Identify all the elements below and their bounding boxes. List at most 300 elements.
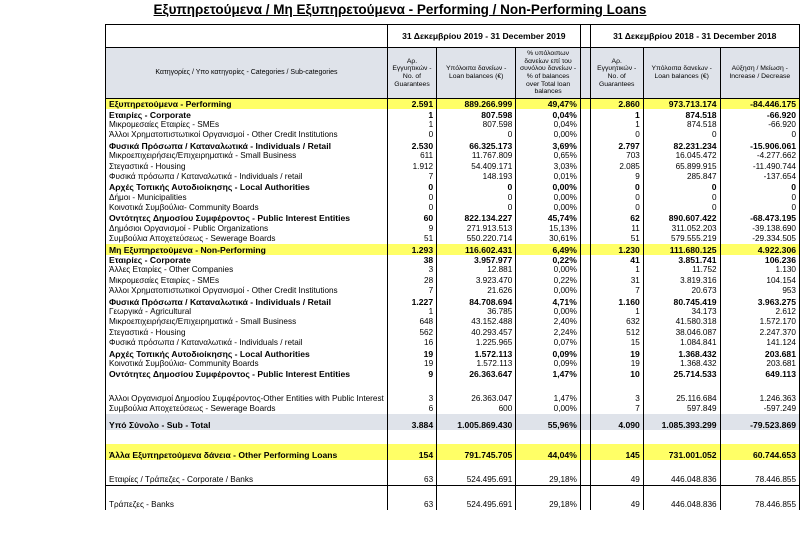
gap-cell [580, 485, 590, 500]
col-change: Αύξηση / Μείωση - Increase / Decrease [720, 48, 799, 99]
category-cell: Δημόσιοι Οργανισμοί - Public Organizations [106, 224, 388, 234]
gap-cell [580, 234, 590, 244]
guarantees-2019-cell: 7 [387, 286, 436, 296]
table-row [106, 380, 800, 394]
table-row [106, 276, 800, 286]
gap-cell [580, 130, 590, 140]
guarantees-2018-cell: 2.797 [590, 141, 643, 151]
category-cell: Φυσικά πρόσωπα / Καταναλωτικά - Individuals / retail [106, 172, 388, 182]
guarantees-2019-cell: 154 [387, 444, 436, 460]
percent-2019-cell: 1,47% [516, 394, 581, 404]
category-cell: Φυσικά πρόσωπα / Καταναλωτικά - Individuals / retail [106, 338, 388, 348]
guarantees-2018-cell: 7 [590, 404, 643, 414]
category-cell: Μικροεπιχειρήσεις/Επιχειρηματικά - Small Business [106, 317, 388, 327]
percent-2019-cell: 0,09% [516, 348, 581, 358]
table-row [106, 296, 800, 306]
guarantees-2019-cell [387, 380, 436, 394]
balances-2018-cell: 16.045.472 [643, 151, 720, 161]
percent-2019-cell: 2,40% [516, 317, 581, 327]
category-cell: Αρχές Τοπικής Αυτοδιοίκησης - Local Authorities [106, 348, 388, 358]
percent-2019-cell: 29,18% [516, 474, 581, 485]
guarantees-2019-cell: 0 [387, 130, 436, 140]
guarantees-2019-cell: 2.591 [387, 99, 436, 110]
table-row [106, 348, 800, 358]
change-cell: 106.236 [720, 255, 799, 265]
table-row [106, 151, 800, 161]
percent-2019-cell [516, 430, 581, 444]
category-cell: Μικρομεσαίες Εταιρίες - SMEs [106, 276, 388, 286]
guarantees-2019-cell: 7 [387, 172, 436, 182]
percent-2019-cell: 2,24% [516, 328, 581, 338]
table-row [106, 369, 800, 379]
guarantees-2019-cell: 3 [387, 265, 436, 275]
col-guarantees-2018: Αρ. Εγγυητικών - No. of Guarantees [590, 48, 643, 99]
change-cell: 60.744.653 [720, 444, 799, 460]
table-row [106, 161, 800, 171]
balances-2019-cell: 1.225.965 [437, 338, 516, 348]
guarantees-2019-cell: 0 [387, 193, 436, 203]
guarantees-2018-cell: 49 [590, 500, 643, 510]
guarantees-2018-cell: 4.090 [590, 414, 643, 430]
balances-2018-cell: 20.673 [643, 286, 720, 296]
percent-2019-cell: 0,00% [516, 265, 581, 275]
gap-cell [580, 500, 590, 510]
guarantees-2018-cell [590, 430, 643, 444]
balances-2019-cell: 807.598 [437, 109, 516, 119]
balances-2019-cell: 43.152.488 [437, 317, 516, 327]
change-cell: 203.681 [720, 348, 799, 358]
table-row [106, 430, 800, 444]
table-row [106, 255, 800, 265]
guarantees-2019-cell: 1.293 [387, 244, 436, 254]
percent-2019-cell: 29,18% [516, 500, 581, 510]
balances-2019-cell: 1.572.113 [437, 359, 516, 369]
guarantees-2018-cell: 703 [590, 151, 643, 161]
category-cell: Εταιρίες - Corporate [106, 109, 388, 119]
guarantees-2018-cell: 1.160 [590, 296, 643, 306]
change-cell: 1.572.170 [720, 317, 799, 327]
percent-2019-cell: 0,00% [516, 182, 581, 192]
balances-2019-cell: 1.572.113 [437, 348, 516, 358]
balances-2019-cell: 1.005.869.430 [437, 414, 516, 430]
balances-2018-cell: 82.231.234 [643, 141, 720, 151]
guarantees-2019-cell: 9 [387, 369, 436, 379]
guarantees-2018-cell [590, 460, 643, 474]
category-cell: Εταιρίες / Τράπεζες - Corporate / Banks [106, 474, 388, 485]
guarantees-2018-cell: 19 [590, 359, 643, 369]
balances-2018-cell: 446.048.836 [643, 474, 720, 485]
percent-2019-cell: 49,47% [516, 99, 581, 110]
guarantees-2019-cell [387, 430, 436, 444]
balances-2019-cell: 54.409.171 [437, 161, 516, 171]
guarantees-2019-cell [387, 460, 436, 474]
guarantees-2018-cell: 1 [590, 120, 643, 130]
gap-cell [580, 296, 590, 306]
percent-2019-cell: 6,49% [516, 244, 581, 254]
category-cell: Στεγαστικά - Housing [106, 161, 388, 171]
guarantees-2019-cell: 60 [387, 213, 436, 223]
balances-2019-cell: 40.293.457 [437, 328, 516, 338]
gap-cell [580, 307, 590, 317]
balances-2018-cell: 1.368.432 [643, 359, 720, 369]
percent-2019-cell: 0,00% [516, 193, 581, 203]
change-cell: -15.906.061 [720, 141, 799, 151]
category-cell: Υπό Σύνολο - Sub - Total [106, 414, 388, 430]
gap-cell [580, 359, 590, 369]
category-cell: Άλλες Εταιρίες - Other Companies [106, 265, 388, 275]
change-cell: 1.130 [720, 265, 799, 275]
guarantees-2018-cell: 2.860 [590, 99, 643, 110]
guarantees-2018-cell: 512 [590, 328, 643, 338]
balances-2019-cell: 600 [437, 404, 516, 414]
guarantees-2019-cell: 611 [387, 151, 436, 161]
category-cell: Μικρομεσαίες Εταιρίες - SMEs [106, 120, 388, 130]
table-row [106, 404, 800, 414]
percent-2019-cell: 0,22% [516, 276, 581, 286]
guarantees-2019-cell: 1 [387, 307, 436, 317]
category-cell: Κοινοτικά Συμβούλια- Community Boards [106, 203, 388, 213]
change-cell: 0 [720, 193, 799, 203]
table-row [106, 359, 800, 369]
gap-cell [580, 394, 590, 404]
table-row [106, 286, 800, 296]
percent-2019-cell: 45,74% [516, 213, 581, 223]
category-cell [106, 430, 388, 444]
balances-2018-cell [643, 430, 720, 444]
col-balances-2018: Υπόλοιπα δανείων - Loan balances (€) [643, 48, 720, 99]
gap-cell [580, 338, 590, 348]
guarantees-2019-cell: 3.884 [387, 414, 436, 430]
guarantees-2019-cell: 0 [387, 182, 436, 192]
balances-2018-cell: 874.518 [643, 120, 720, 130]
guarantees-2019-cell: 2.530 [387, 141, 436, 151]
table-row [106, 130, 800, 140]
category-cell: Άλλοι Χρηματοπιστωτικοί Οργανισμοί - Other Credit Institutions [106, 130, 388, 140]
gap-cell [580, 193, 590, 203]
guarantees-2019-cell: 19 [387, 359, 436, 369]
change-cell: -66.920 [720, 109, 799, 119]
balances-2018-cell: 973.713.174 [643, 99, 720, 110]
percent-2019-cell: 1,47% [516, 369, 581, 379]
change-cell: 649.113 [720, 369, 799, 379]
category-cell: Κοινοτικά Συμβούλια- Community Boards [106, 359, 388, 369]
change-cell: -137.654 [720, 172, 799, 182]
guarantees-2019-cell: 16 [387, 338, 436, 348]
balances-2018-cell: 0 [643, 193, 720, 203]
percent-2019-cell: 0,00% [516, 286, 581, 296]
table-row [106, 224, 800, 234]
period-2019: 31 Δεκεμβρίου 2019 - 31 December 2019 [387, 25, 580, 48]
table-row [106, 203, 800, 213]
guarantees-2019-cell: 1.912 [387, 161, 436, 171]
change-cell: 203.681 [720, 359, 799, 369]
balances-2019-cell: 36.785 [437, 307, 516, 317]
balances-2019-cell: 0 [437, 203, 516, 213]
change-cell: -11.490.744 [720, 161, 799, 171]
gap-cell [580, 151, 590, 161]
table-row [106, 141, 800, 151]
guarantees-2019-cell: 1 [387, 120, 436, 130]
percent-2019-cell: 0,09% [516, 359, 581, 369]
change-cell [720, 430, 799, 444]
guarantees-2019-cell: 51 [387, 234, 436, 244]
balances-2019-cell: 791.745.705 [437, 444, 516, 460]
balances-2019-cell: 116.602.431 [437, 244, 516, 254]
balances-2018-cell: 890.607.422 [643, 213, 720, 223]
guarantees-2018-cell: 1.230 [590, 244, 643, 254]
category-cell: Οντότητες Δημοσίου Συμφέροντος - Public Interest Entities [106, 369, 388, 379]
table-body [106, 99, 800, 511]
table-row [106, 338, 800, 348]
change-cell: 1.246.363 [720, 394, 799, 404]
balances-2018-cell [643, 380, 720, 394]
balances-2018-cell: 38.046.087 [643, 328, 720, 338]
gap-cell [580, 286, 590, 296]
percent-2019-cell: 0,04% [516, 109, 581, 119]
guarantees-2019-cell: 63 [387, 474, 436, 485]
category-cell: Συμβούλια Αποχετεύσεως - Sewerage Boards [106, 234, 388, 244]
balances-2019-cell: 524.495.691 [437, 500, 516, 510]
gap-cell [580, 404, 590, 414]
category-cell: Άλλοι Οργανισμοί Δημοσίου Συμφέροντος-Other Entities with Public Interest [106, 394, 388, 404]
balances-2018-cell: 65.899.915 [643, 161, 720, 171]
category-cell: Φυσικά Πρόσωπα / Καταναλωτικά - Individuals / Retail [106, 296, 388, 306]
col-balances-2019: Υπόλοιπα δανείων - Loan balances (€) [437, 48, 516, 99]
guarantees-2018-cell: 2.085 [590, 161, 643, 171]
gap-cell [580, 161, 590, 171]
balances-2019-cell: 524.495.691 [437, 474, 516, 485]
category-cell: Εταιρίες - Corporate [106, 255, 388, 265]
guarantees-2019-cell: 63 [387, 500, 436, 510]
guarantees-2019-cell: 0 [387, 203, 436, 213]
change-cell [720, 485, 799, 500]
balances-2018-cell: 0 [643, 130, 720, 140]
guarantees-2018-cell: 7 [590, 286, 643, 296]
table-row [106, 120, 800, 130]
guarantees-2018-cell: 9 [590, 172, 643, 182]
change-cell: 104.154 [720, 276, 799, 286]
guarantees-2018-cell: 10 [590, 369, 643, 379]
balances-2019-cell: 807.598 [437, 120, 516, 130]
guarantees-2018-cell: 1 [590, 109, 643, 119]
balances-2018-cell: 1.368.432 [643, 348, 720, 358]
guarantees-2018-cell: 0 [590, 203, 643, 213]
change-cell: -39.138.690 [720, 224, 799, 234]
guarantees-2018-cell: 49 [590, 474, 643, 485]
percent-2019-cell: 0,00% [516, 203, 581, 213]
guarantees-2019-cell: 28 [387, 276, 436, 286]
change-cell: 78.446.855 [720, 500, 799, 510]
category-cell: Άλλοι Χρηματοπιστωτικοί Οργανισμοί - Other Credit Institutions [106, 286, 388, 296]
balances-2018-cell: 3.819.316 [643, 276, 720, 286]
table-row [106, 414, 800, 430]
change-cell: -597.249 [720, 404, 799, 414]
gap-cell [580, 203, 590, 213]
balances-2018-cell: 25.714.533 [643, 369, 720, 379]
category-cell: Οντότητες Δημοσίου Συμφέροντος - Public Interest Entities [106, 213, 388, 223]
guarantees-2018-cell: 3 [590, 394, 643, 404]
table-row [106, 182, 800, 192]
balances-2018-cell: 874.518 [643, 109, 720, 119]
percent-2019-cell: 0,01% [516, 172, 581, 182]
guarantees-2019-cell: 1 [387, 109, 436, 119]
balances-2019-cell: 12.881 [437, 265, 516, 275]
percent-2019-cell: 44,04% [516, 444, 581, 460]
gap-cell [580, 430, 590, 444]
percent-2019-cell: 0,22% [516, 255, 581, 265]
balances-2019-cell: 0 [437, 193, 516, 203]
balances-2018-cell: 1.084.841 [643, 338, 720, 348]
guarantees-2018-cell: 11 [590, 224, 643, 234]
guarantees-2018-cell: 145 [590, 444, 643, 460]
balances-2018-cell: 3.851.741 [643, 255, 720, 265]
gap-cell [580, 172, 590, 182]
guarantees-2018-cell: 31 [590, 276, 643, 286]
guarantees-2018-cell: 632 [590, 317, 643, 327]
table-row [106, 307, 800, 317]
percent-2019-cell [516, 485, 581, 500]
change-cell: -79.523.869 [720, 414, 799, 430]
percent-2019-cell: 30,61% [516, 234, 581, 244]
balances-2019-cell: 271.913.513 [437, 224, 516, 234]
table-row [106, 500, 800, 510]
category-cell: Μη Εξυπηρετούμενα - Non-Performing [106, 244, 388, 254]
percent-2019-cell [516, 380, 581, 394]
category-cell: Στεγαστικά - Housing [106, 328, 388, 338]
category-cell [106, 485, 388, 500]
gap-cell [580, 348, 590, 358]
percent-2019-cell: 55,96% [516, 414, 581, 430]
balances-2019-cell [437, 430, 516, 444]
category-cell: Αρχές Τοπικής Αυτοδιοίκησης - Local Authorities [106, 182, 388, 192]
balances-2019-cell [437, 485, 516, 500]
balances-2019-cell: 26.363.047 [437, 394, 516, 404]
column-header-row [106, 48, 800, 99]
balances-2019-cell: 889.266.999 [437, 99, 516, 110]
guarantees-2018-cell: 0 [590, 130, 643, 140]
table-row [106, 485, 800, 500]
table-row [106, 193, 800, 203]
change-cell: -84.446.175 [720, 99, 799, 110]
guarantees-2019-cell: 562 [387, 328, 436, 338]
balances-2018-cell: 41.580.318 [643, 317, 720, 327]
table-row [106, 213, 800, 223]
guarantees-2019-cell [387, 485, 436, 500]
guarantees-2019-cell: 19 [387, 348, 436, 358]
category-cell: Δήμοι - Municipalities [106, 193, 388, 203]
gap-cell [580, 474, 590, 485]
gap-cell [580, 369, 590, 379]
category-cell: Άλλα Εξυπηρετούμενα δάνεια - Other Performing Loans [106, 444, 388, 460]
balances-2019-cell: 21.626 [437, 286, 516, 296]
gap-cell [580, 255, 590, 265]
gap-cell [580, 276, 590, 286]
gap-cell [580, 328, 590, 338]
change-cell: 2.612 [720, 307, 799, 317]
loans-table [105, 24, 800, 510]
table-row [106, 394, 800, 404]
percent-2019-cell: 0,65% [516, 151, 581, 161]
balances-2019-cell: 84.708.694 [437, 296, 516, 306]
category-cell [106, 460, 388, 474]
gap-cell [580, 317, 590, 327]
table-row [106, 99, 800, 110]
balances-2018-cell: 285.847 [643, 172, 720, 182]
guarantees-2018-cell: 41 [590, 255, 643, 265]
change-cell: 4.922.306 [720, 244, 799, 254]
guarantees-2018-cell: 0 [590, 193, 643, 203]
category-cell: Φυσικά Πρόσωπα / Καταναλωτικά - Individuals / Retail [106, 141, 388, 151]
change-cell: 0 [720, 203, 799, 213]
percent-2019-cell: 3,69% [516, 141, 581, 151]
balances-2018-cell: 1.085.393.299 [643, 414, 720, 430]
gap-cell [580, 414, 590, 430]
guarantees-2018-cell: 1 [590, 265, 643, 275]
change-cell [720, 380, 799, 394]
change-cell: 2.247.370 [720, 328, 799, 338]
table-row [106, 265, 800, 275]
percent-2019-cell: 0,04% [516, 120, 581, 130]
header-blank-cell [106, 25, 388, 48]
percent-2019-cell: 0,00% [516, 404, 581, 414]
guarantees-2019-cell: 38 [387, 255, 436, 265]
gap-cell [580, 141, 590, 151]
gap-cell [580, 265, 590, 275]
change-cell: -29.334.505 [720, 234, 799, 244]
gap-cell [580, 182, 590, 192]
table-row [106, 444, 800, 460]
percent-2019-cell [516, 460, 581, 474]
balances-2019-cell [437, 460, 516, 474]
period-header-row [106, 25, 800, 48]
balances-2018-cell: 0 [643, 182, 720, 192]
balances-2019-cell [437, 380, 516, 394]
col-category: Κατηγορίες / Υπο κατηγορίες - Categories / Sub-categories [106, 48, 388, 99]
percent-2019-cell: 15,13% [516, 224, 581, 234]
table-row [106, 474, 800, 485]
change-cell: -68.473.195 [720, 213, 799, 223]
balances-2018-cell [643, 460, 720, 474]
change-cell: 953 [720, 286, 799, 296]
percent-2019-cell: 0,00% [516, 130, 581, 140]
guarantees-2019-cell: 6 [387, 404, 436, 414]
balances-2018-cell: 11.752 [643, 265, 720, 275]
balances-2018-cell: 80.745.419 [643, 296, 720, 306]
gap-cell [580, 244, 590, 254]
guarantees-2018-cell: 0 [590, 182, 643, 192]
guarantees-2018-cell: 51 [590, 234, 643, 244]
table-row [106, 317, 800, 327]
balances-2018-cell: 311.052.203 [643, 224, 720, 234]
category-cell: Εξυπηρετούμενα - Performing [106, 99, 388, 110]
col-percent-2019: % υπόλοιπων δανείων επί του συνόλου δανείων - % of balances over Total loan balances [516, 48, 581, 99]
gap-cell [580, 109, 590, 119]
table-row [106, 172, 800, 182]
percent-2019-cell: 4,71% [516, 296, 581, 306]
balances-2018-cell: 34.173 [643, 307, 720, 317]
gap-cell [580, 444, 590, 460]
table-row [106, 234, 800, 244]
balances-2018-cell: 731.001.052 [643, 444, 720, 460]
change-cell: 0 [720, 182, 799, 192]
guarantees-2019-cell: 1.227 [387, 296, 436, 306]
category-cell [106, 380, 388, 394]
category-cell: Συμβούλια Αποχετεύσεως - Sewerage Boards [106, 404, 388, 414]
page-title: Εξυπηρετούμενα / Μη Εξυπηρετούμενα - Performing / Non-Performing Loans [153, 2, 647, 17]
guarantees-2019-cell: 9 [387, 224, 436, 234]
balances-2019-cell: 11.767.809 [437, 151, 516, 161]
guarantees-2018-cell: 1 [590, 307, 643, 317]
